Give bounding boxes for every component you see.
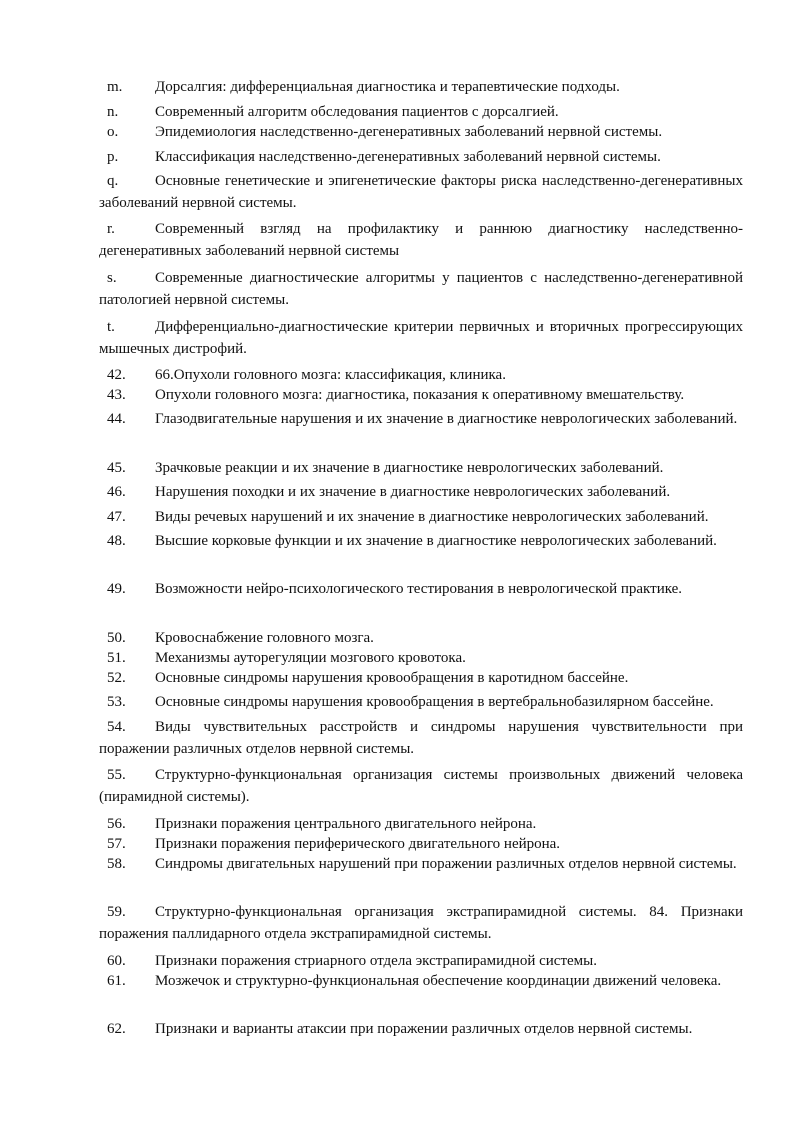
list-item-number: p. <box>107 149 119 165</box>
list-item-text: Дорсалгия: дифференциальная диагностика и терапевтические подходы. <box>155 79 620 95</box>
list-item-text: Структурно-функциональная организация экстрапирамидной системы. 84. Признаки поражения паллидарного отдела экстрапирамидной системы. <box>99 904 743 942</box>
list-item <box>99 833 743 855</box>
list-item-number: 49. <box>107 581 126 597</box>
list-item-text: Глазодвигательные нарушения и их значение в диагностике неврологических заболеваний. <box>155 411 738 427</box>
list-item-text: Синдромы двигательных нарушений при поражении различных отделов нервной системы. <box>155 856 737 872</box>
list-item-number: 56. <box>107 816 126 832</box>
list-item-text: Современный взгляд на профилактику и раннюю диагностику наследственно-дегенеративных заболеваний нервной системы <box>99 221 743 259</box>
list-item-text: Опухоли головного мозга: диагностика, показания к оперативному вмешательству. <box>155 387 685 403</box>
list-item-number: m. <box>107 79 123 95</box>
list-item-text: Основные синдромы нарушения кровообращения в вертебральнобазилярном бассейне. <box>155 694 714 710</box>
list-item-text: Признаки поражения центрального двигательного нейрона. <box>155 816 537 832</box>
list-item <box>99 364 743 386</box>
list-item <box>99 384 743 406</box>
list-item-text: Современные диагностические алгоритмы у пациентов с наследственно-дегенеративной патологией нервной системы. <box>99 270 743 308</box>
list-item <box>99 146 743 168</box>
list-item <box>99 853 743 875</box>
list-item-number: 43. <box>107 387 126 403</box>
list-item-text: Основные генетические и эпигенетические факторы риска наследственно-дегенеративных заболеваний нервной системы. <box>99 173 743 211</box>
list-item-number: r. <box>107 221 115 237</box>
list-item <box>99 457 743 479</box>
list-item <box>99 316 743 360</box>
list-item <box>99 481 743 503</box>
list-item <box>99 970 743 992</box>
list-item-number: 44. <box>107 411 126 427</box>
list-item <box>99 627 743 649</box>
list-item-number: 57. <box>107 836 126 852</box>
list-item <box>99 950 743 972</box>
list-item <box>99 1018 743 1040</box>
list-item-number: 53. <box>107 694 126 710</box>
list-item <box>99 530 743 552</box>
list-item-number: 47. <box>107 509 126 525</box>
list-item <box>99 691 743 713</box>
list-item-text: Основные синдромы нарушения кровообращения в каротидном бассейне. <box>155 670 629 686</box>
list-item-text: Зрачковые реакции и их значение в диагностике неврологических заболеваний. <box>155 460 664 476</box>
list-item-number: 42. <box>107 367 126 383</box>
list-item-number: 51. <box>107 650 126 666</box>
list-item <box>99 121 743 143</box>
list-item <box>99 218 743 262</box>
list-item-text: Классификация наследственно-дегенеративных заболеваний нервной системы. <box>155 149 661 165</box>
list-item-number: s. <box>107 270 117 286</box>
list-item-text: Признаки поражения периферического двигательного нейрона. <box>155 836 561 852</box>
list-item-text: Дифференциально-диагностические критерии первичных и вторичных прогрессирующих мышечных дистрофий. <box>99 319 743 357</box>
list-item-text: Высшие корковые функции и их значение в диагностике неврологических заболеваний. <box>155 533 717 549</box>
list-item <box>99 764 743 808</box>
list-item-text: Возможности нейро-психологического тестирования в неврологической практике. <box>155 581 683 597</box>
list-item-number: 48. <box>107 533 126 549</box>
list-item-number: 45. <box>107 460 126 476</box>
list-item-number: 55. <box>107 767 126 783</box>
list-item-number: o. <box>107 124 119 140</box>
list-item <box>99 170 743 214</box>
list-item <box>99 408 743 430</box>
list-item-number: n. <box>107 104 119 120</box>
list-item-text: Признаки и варианты атаксии при поражении различных отделов нервной системы. <box>155 1021 693 1037</box>
list-item-text: Виды чувствительных расстройств и синдромы нарушения чувствительности при поражении различных отделов нервной системы. <box>99 719 743 757</box>
list-item <box>99 267 743 311</box>
list-item <box>99 901 743 945</box>
list-item <box>99 76 743 98</box>
list-item-number: 46. <box>107 484 126 500</box>
list-item-text: Современный алгоритм обследования пациентов с дорсалгией. <box>155 104 559 120</box>
list-item <box>99 647 743 669</box>
list-item-text: Мозжечок и структурно-функциональная обеспечение координации движений человека. <box>155 973 722 989</box>
list-item-text: Структурно-функциональная организация системы произвольных движений человека (пирамидной системы). <box>99 767 743 805</box>
list-item-number: 54. <box>107 719 126 735</box>
list-item-number: 62. <box>107 1021 126 1037</box>
list-item-text: Эпидемиология наследственно-дегенеративных заболеваний нервной системы. <box>155 124 663 140</box>
list-item-number: 61. <box>107 973 126 989</box>
list-item-text: Механизмы ауторегуляции мозгового кровотока. <box>155 650 466 666</box>
list-item-text: Нарушения походки и их значение в диагностике неврологических заболеваний. <box>155 484 671 500</box>
list-item-number: 60. <box>107 953 126 969</box>
list-item-number: q. <box>107 173 119 189</box>
list-item <box>99 578 743 600</box>
list-item <box>99 101 743 123</box>
list-item-text: Виды речевых нарушений и их значение в диагностике неврологических заболеваний. <box>155 509 709 525</box>
list-item-number: 52. <box>107 670 126 686</box>
list-item-number: t. <box>107 319 115 335</box>
list-item-text: Признаки поражения стриарного отдела экстрапирамидной системы. <box>155 953 597 969</box>
list-item <box>99 506 743 528</box>
list-item <box>99 813 743 835</box>
list-item-number: 50. <box>107 630 126 646</box>
list-item-number: 59. <box>107 904 126 920</box>
list-item-number: 58. <box>107 856 126 872</box>
list-item <box>99 667 743 689</box>
list-item <box>99 716 743 760</box>
list-item-text: Кровоснабжение головного мозга. <box>155 630 374 646</box>
list-item-text: 66.Опухоли головного мозга: классификация, клиника. <box>155 367 506 383</box>
